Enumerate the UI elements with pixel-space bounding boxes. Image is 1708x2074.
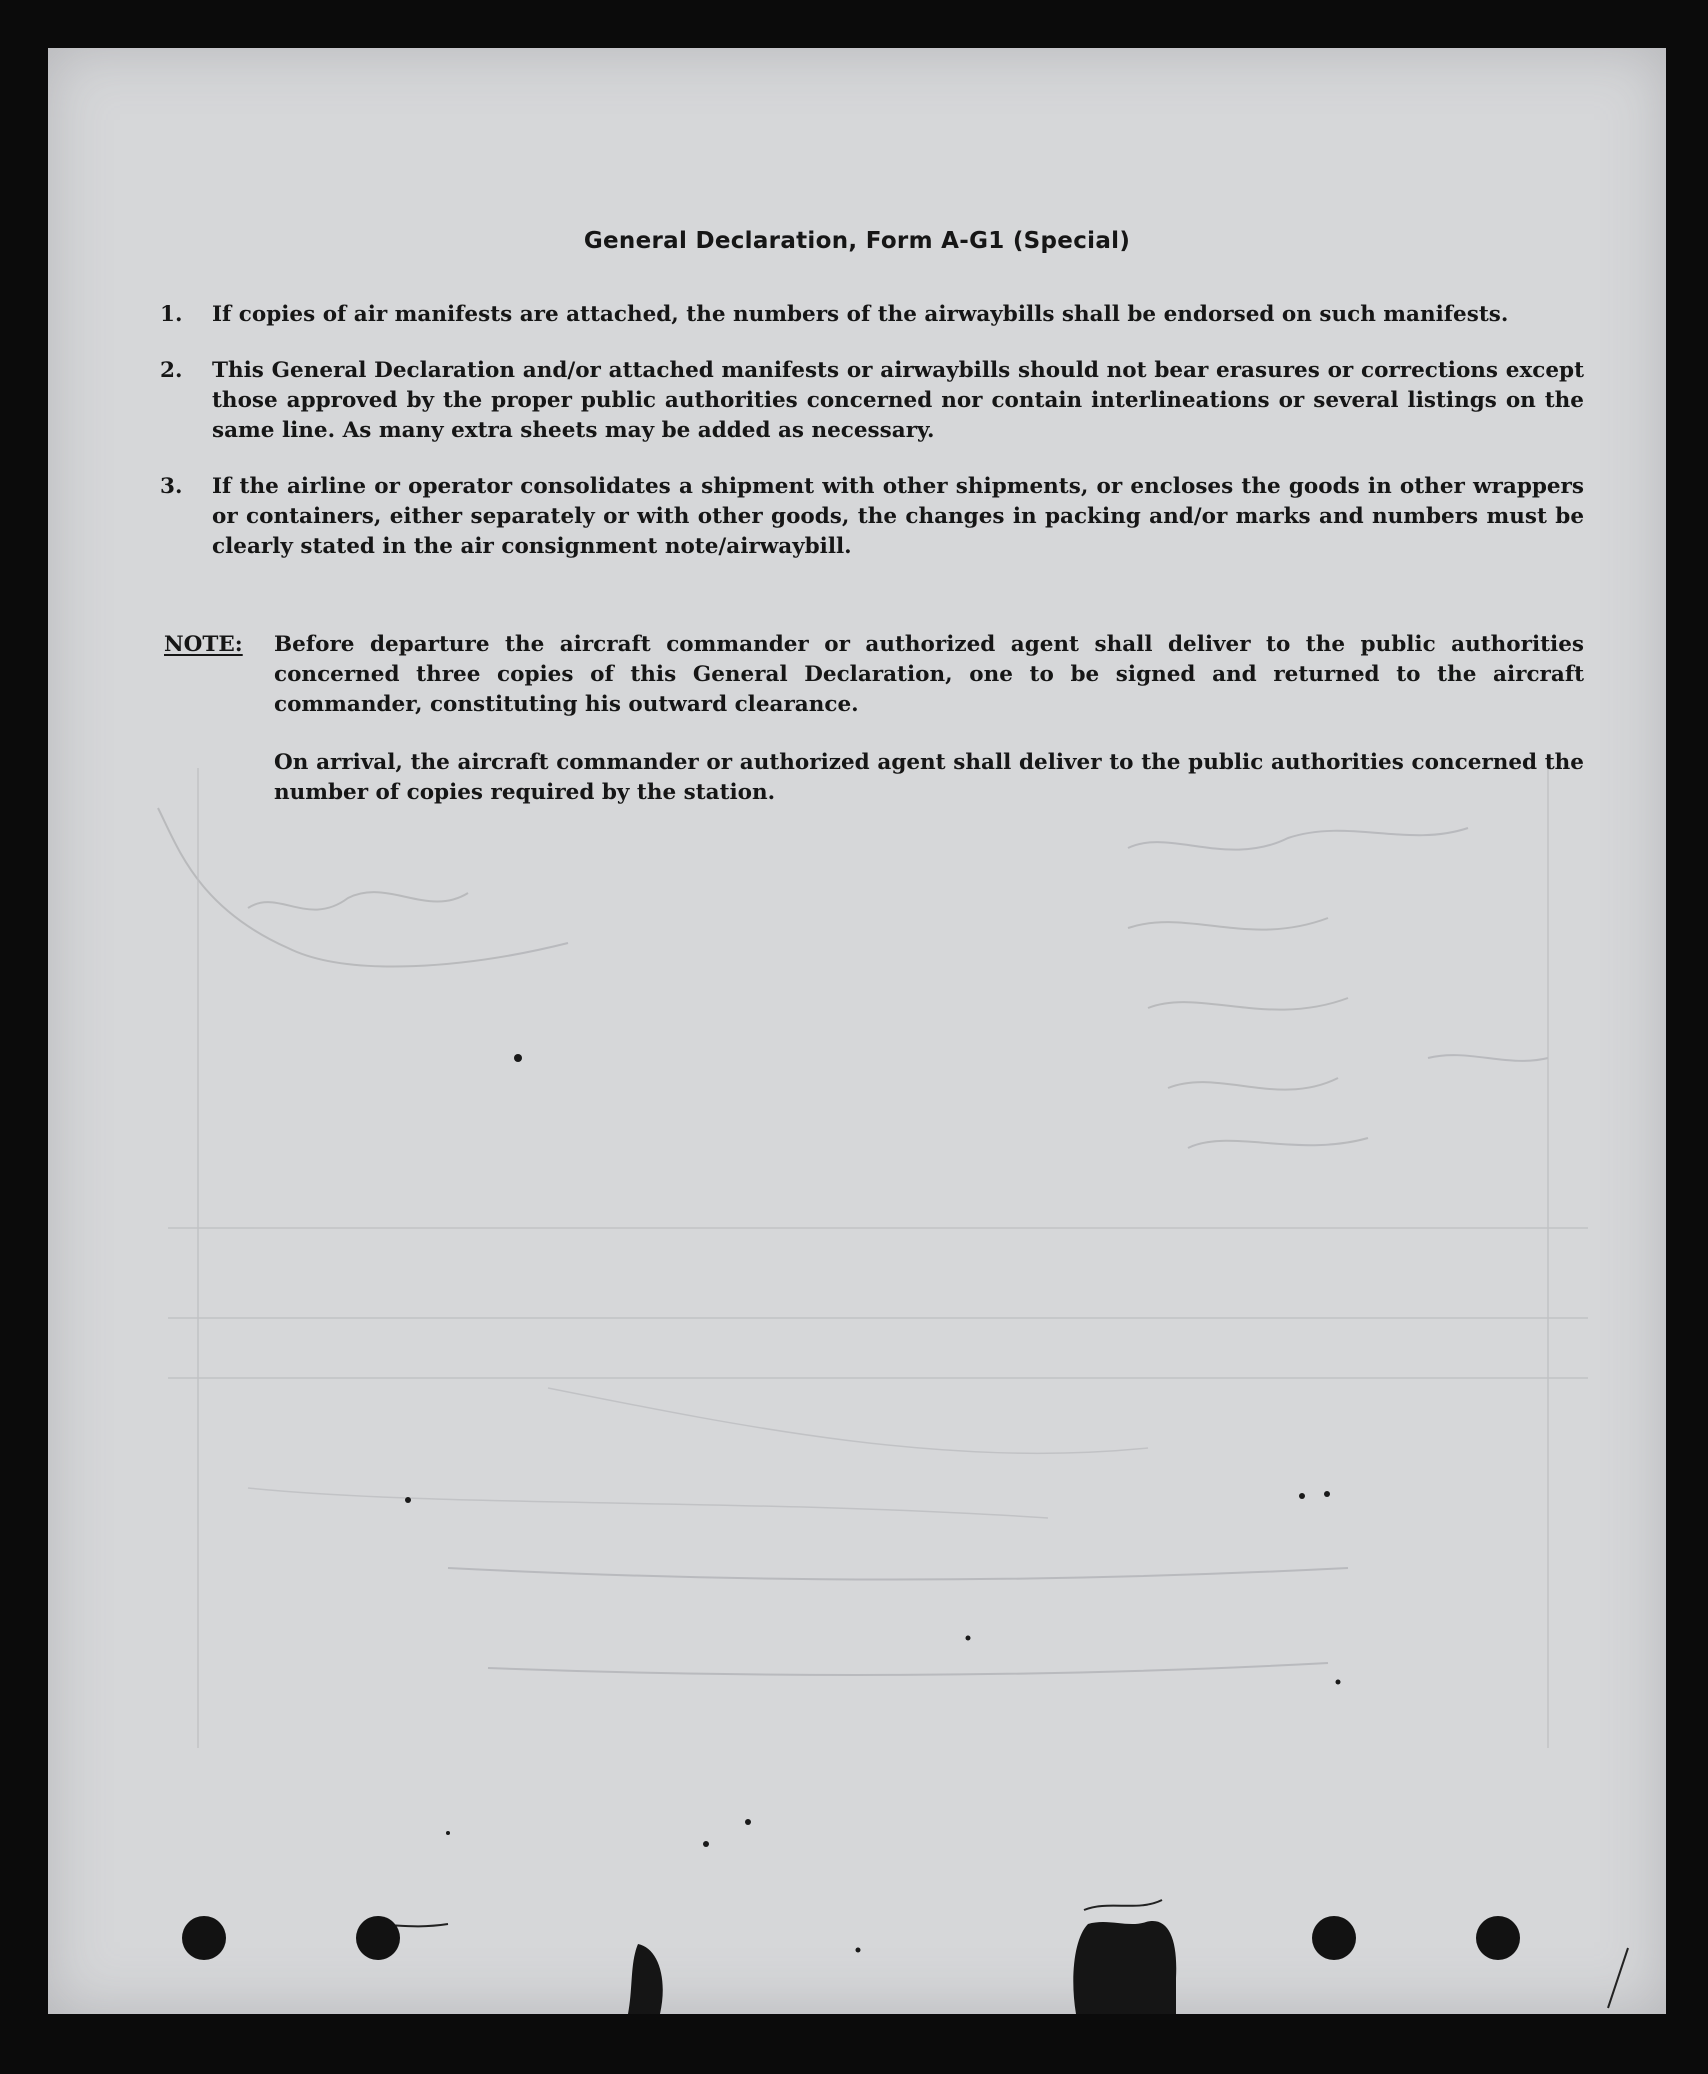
instruction-item-1 (160, 300, 1584, 330)
instruction-text: If the airline or operator consolidates a shipment with other shipments, or encloses the goods in other wrappers or containers, either separately or with other goods, the changes in packing and/or marks and numbers must be clearly stated in the air consignment note/airwaybill. (212, 474, 1584, 559)
bleed-through-marks (48, 48, 1666, 2014)
punch-hole-2 (356, 1916, 400, 1960)
instruction-number: 1. (160, 302, 183, 327)
punch-hole-4 (1476, 1916, 1520, 1960)
instruction-item-2 (160, 356, 1584, 446)
punch-hole-3 (1312, 1916, 1356, 1960)
note-paragraph-2: On arrival, the aircraft commander or authorized agent shall deliver to the public authorities concerned the number of copies required by the station. (274, 750, 1584, 805)
instruction-item-3 (160, 472, 1584, 562)
note-paragraph-1: Before departure the aircraft commander or authorized agent shall deliver to the public authorities concerned three copies of this General Declaration, one to be signed and returned to the aircraft commander, constituting his outward clearance. (274, 632, 1584, 717)
document-page (48, 48, 1666, 2014)
note-label: NOTE: (164, 632, 243, 657)
instruction-text: This General Declaration and/or attached manifests or airwaybills should not bear erasures or corrections except those approved by the proper public authorities concerned nor contain interlineations or several listings on the same line. As many extra sheets may be added as necessary. (212, 358, 1584, 443)
instruction-number: 2. (160, 358, 183, 383)
instruction-number: 3. (160, 474, 183, 499)
instruction-text: If copies of air manifests are attached, the numbers of the airwaybills shall be endorsed on such manifests. (212, 302, 1509, 327)
document-heading: General Declaration, Form A-G1 (Special) (583, 228, 1131, 254)
punch-hole-1 (182, 1916, 226, 1960)
